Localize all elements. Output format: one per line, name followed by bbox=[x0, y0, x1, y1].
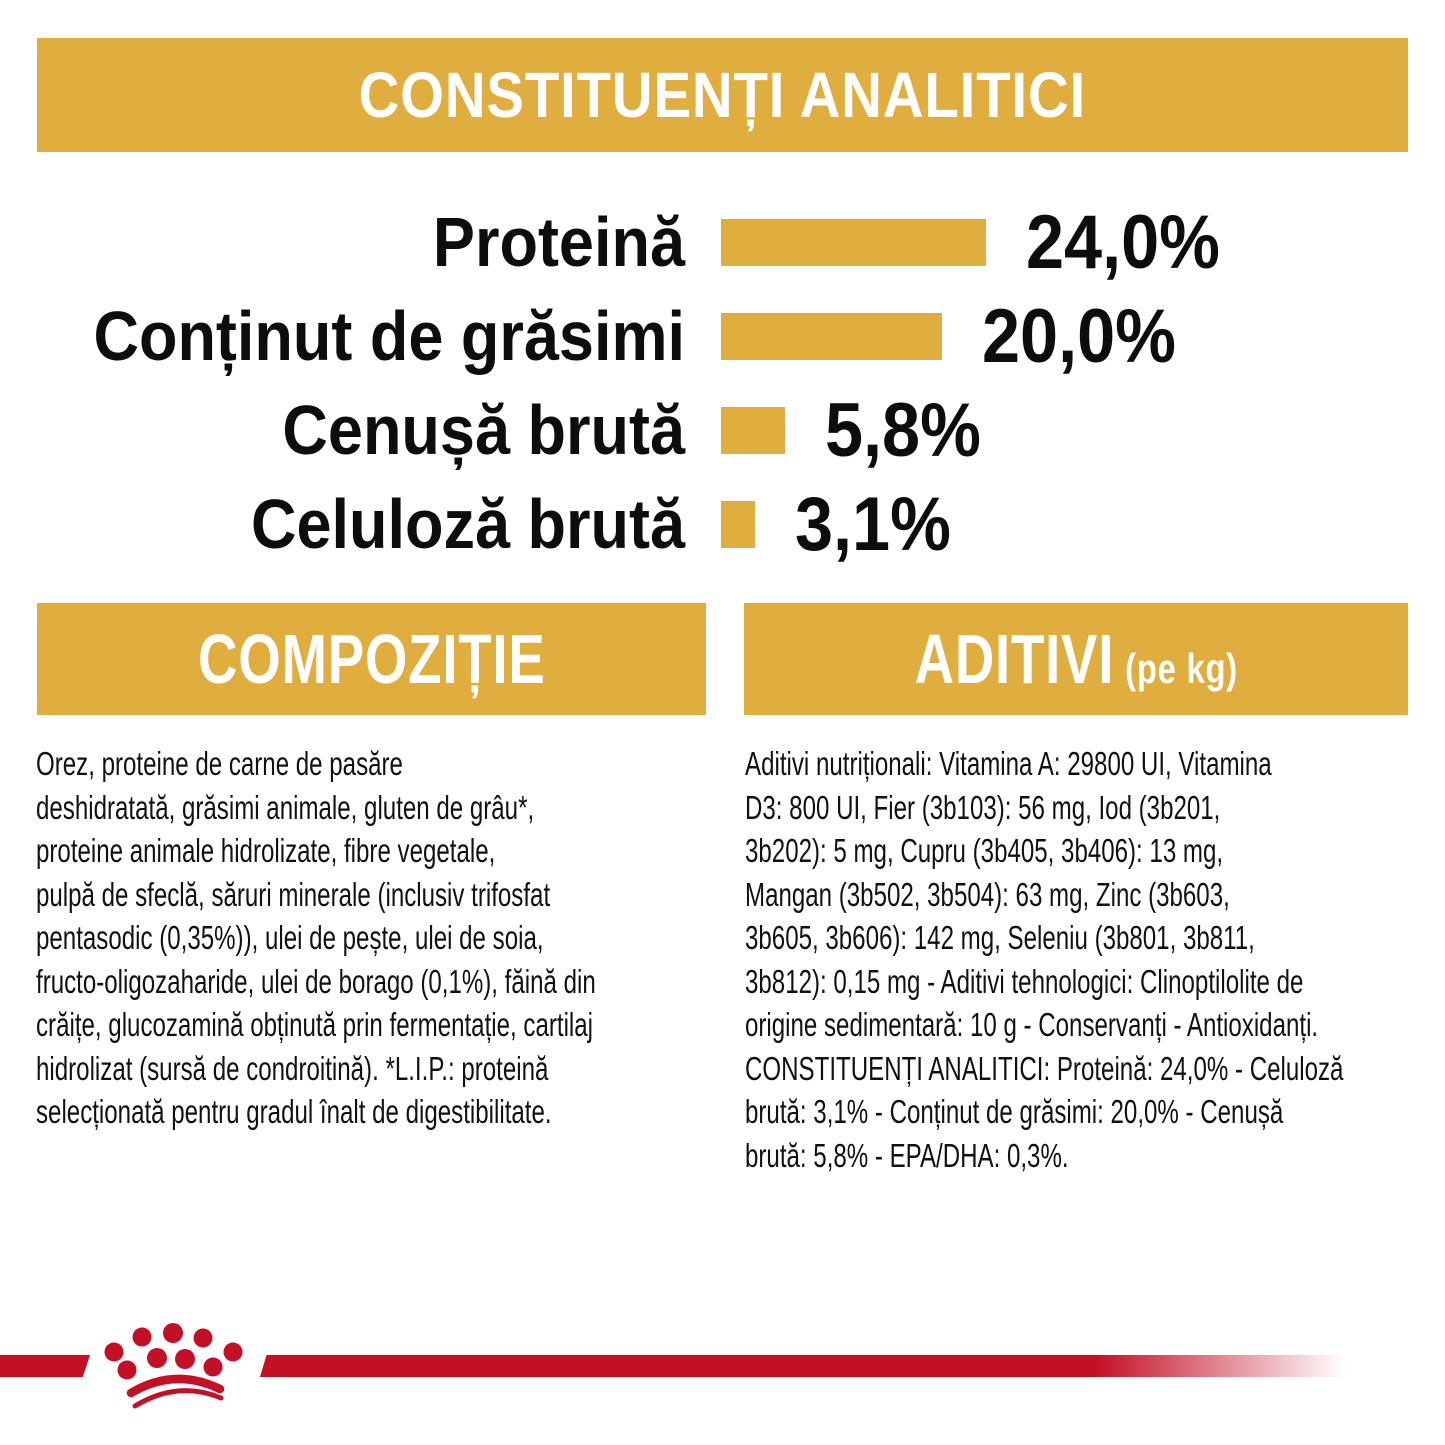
additives-text-line: Mangan (3b502, 3b504): 63 mg, Zinc (3b603, bbox=[745, 875, 1230, 913]
additives-text-line: 3b812): 0,15 mg - Aditivi tehnologici: Clinoptilolite de bbox=[745, 962, 1304, 1000]
additives-text-line: origine sedimentară: 10 g - Conservanți - Antioxidanți. bbox=[745, 1006, 1319, 1043]
composition-text bbox=[36, 742, 706, 1134]
nutrient-value: 5,8% bbox=[825, 387, 981, 473]
additives-text-line: CONSTITUENȚI ANALITICI: Proteină: 24,0% - Celuloză bbox=[745, 1049, 1344, 1087]
royal-canin-crown-icon bbox=[80, 1310, 280, 1420]
composition-title: COMPOZIȚIE bbox=[197, 620, 546, 698]
nutrient-value: 24,0% bbox=[1026, 199, 1220, 285]
additives-banner bbox=[744, 603, 1408, 715]
nutrient-label: Conținut de grăsimi bbox=[93, 297, 686, 375]
additives-text bbox=[745, 742, 1409, 1177]
chart-row-fat bbox=[0, 289, 1445, 383]
brand-stripe-right bbox=[260, 1355, 1345, 1377]
nutrient-bar bbox=[721, 501, 755, 548]
additives-text-line: 3b202): 5 mg, Cupru (3b405, 3b406): 13 mg, bbox=[745, 832, 1224, 869]
nutrient-label: Cenușă brută bbox=[282, 391, 685, 469]
nutrient-label: Celuloză brută bbox=[250, 485, 685, 563]
chart-row-ash bbox=[0, 383, 1445, 477]
additives-text-line: brută: 5,8% - EPA/DHA: 0,3%. bbox=[745, 1136, 1069, 1174]
chart-row-fibre bbox=[0, 477, 1445, 571]
composition-text-line: fructo-oligozaharide, ulei de borago (0,1%), făină din bbox=[36, 962, 596, 1000]
analytic-constituents-chart bbox=[0, 195, 1445, 571]
nutrient-value: 20,0% bbox=[982, 293, 1176, 379]
additives-title-main: ADITIVI bbox=[914, 620, 1114, 698]
composition-text-line: deshidratată, grăsimi animale, gluten de grâu*, bbox=[36, 788, 535, 826]
additives-text-line: brută: 3,1% - Conținut de grăsimi: 20,0% - Cenușă bbox=[745, 1093, 1284, 1130]
composition-text-line: selecționată pentru gradul înalt de digestibilitate. bbox=[36, 1093, 552, 1130]
composition-banner bbox=[37, 603, 706, 715]
chart-row-protein bbox=[0, 195, 1445, 289]
composition-text-line: crăițe, glucozamină obținută prin fermentație, cartilaj bbox=[36, 1006, 594, 1043]
nutrient-bar bbox=[721, 219, 986, 266]
nutrient-bar bbox=[721, 313, 942, 360]
analytic-constituents-title: CONSTITUENȚI ANALITICI bbox=[358, 59, 1087, 131]
brand-stripe-left bbox=[0, 1355, 90, 1377]
composition-text-line: proteine animale hidrolizate, fibre vegetale, bbox=[36, 832, 496, 869]
nutrient-bar bbox=[721, 407, 785, 454]
composition-text-line: pulpă de sfeclă, săruri minerale (inclusiv trifosfat bbox=[36, 875, 551, 913]
composition-text-line: Orez, proteine de carne de pasăre bbox=[36, 745, 403, 782]
analytic-constituents-banner bbox=[37, 38, 1408, 152]
additives-title bbox=[914, 619, 1237, 699]
nutrient-label: Proteină bbox=[432, 203, 685, 281]
additives-title-suffix: (pe kg) bbox=[1124, 645, 1238, 692]
composition-text-line: hidrolizat (sursă de condroitină). *L.I.P.: proteină bbox=[36, 1049, 549, 1087]
composition-text-line: pentasodic (0,35%)), ulei de pește, ulei de soia, bbox=[36, 919, 544, 956]
nutrient-value: 3,1% bbox=[795, 481, 951, 567]
additives-text-line: 3b605, 3b606): 142 mg, Seleniu (3b801, 3b811, bbox=[745, 919, 1255, 956]
additives-text-line: D3: 800 UI, Fier (3b103): 56 mg, Iod (3b201, bbox=[745, 788, 1221, 826]
additives-text-line: Aditivi nutriționali: Vitamina A: 29800 UI, Vitamina bbox=[745, 745, 1272, 782]
